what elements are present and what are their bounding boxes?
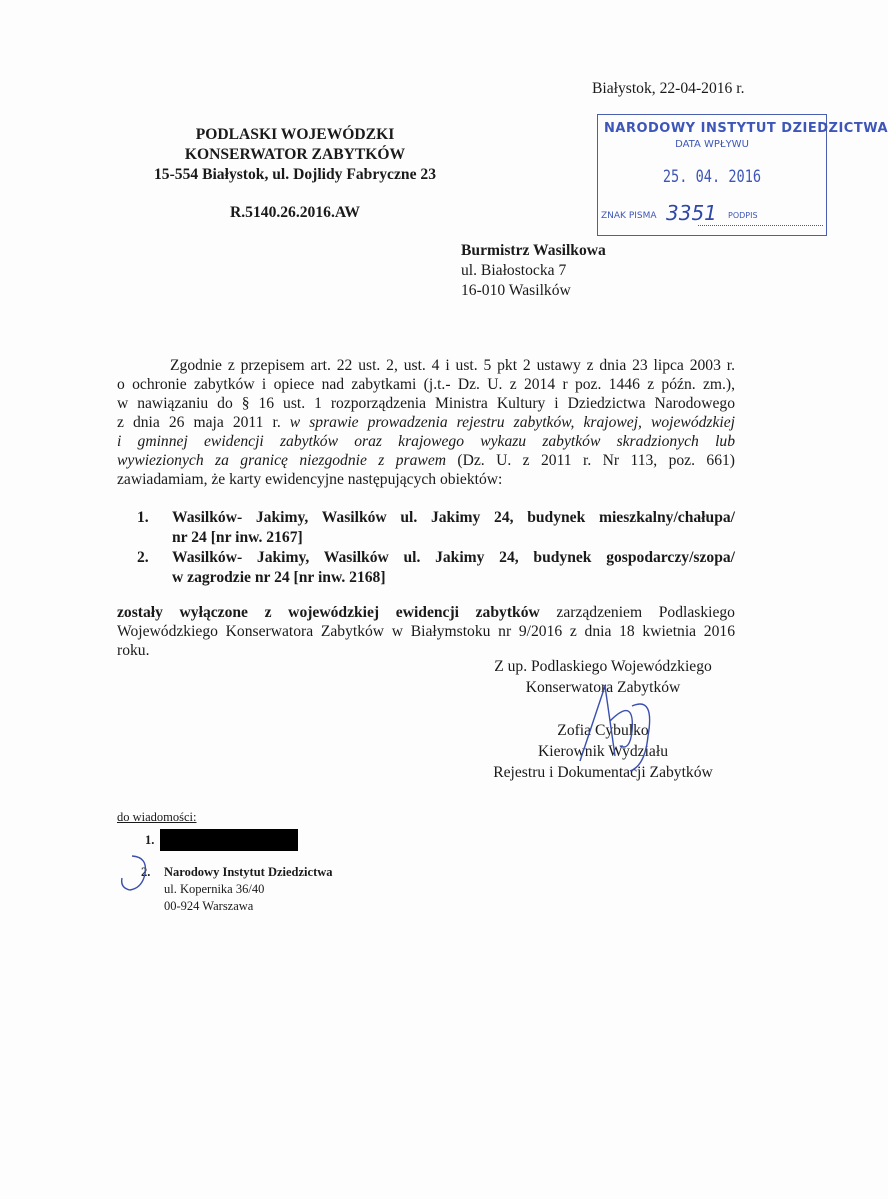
signatory-name: Zofia Cybulko	[557, 722, 649, 739]
body-text: z dnia 26 maja 2011 r.	[117, 414, 281, 431]
date-place: Białystok, 22-04-2016 r.	[592, 80, 745, 97]
regulation-title: i gminnej ewidencji zabytków oraz krajowego wykazu zabytków skradzionych lub	[117, 433, 735, 450]
signature-line: Konserwatora Zabytków	[525, 679, 681, 696]
stamp-signature-label: PODPIS	[728, 211, 758, 220]
list-item: Wasilków- Jakimy, Wasilków ul. Jakimy 24, budynek mieszkalny/chałupa/	[172, 509, 735, 526]
regulation-title: w sprawie prowadzenia rejestru zabytków, krajowej, wojewódzkiej	[289, 414, 735, 431]
signatory-title: Kierownik Wydziału	[538, 743, 668, 760]
sender-address: 15-554 Białystok, ul. Dojlidy Fabryczne 23	[154, 166, 436, 183]
body-text: (Dz. U. z 2011 r. Nr 113, poz. 661)	[457, 452, 735, 469]
stamp-institution: NARODOWY INSTYTUT DZIEDZICTWA	[604, 121, 888, 136]
signatory-title: Rejestru i Dokumentacji Zabytków	[493, 764, 713, 781]
sender-block	[140, 125, 450, 223]
recipient-street: ul. Białostocka 7	[461, 262, 567, 279]
handwritten-signature	[560, 676, 670, 776]
closing-bold: zostały wyłączone z wojewódzkiej ewidencji zabytków	[117, 604, 540, 621]
body-line	[117, 451, 735, 470]
body-line	[117, 413, 735, 432]
signature-line: Z up. Podlaskiego Wojewódzkiego	[494, 658, 712, 675]
cc-address	[164, 864, 333, 915]
cc-street: ul. Kopernika 36/40	[164, 882, 265, 896]
cc-city: 00-924 Warszawa	[164, 899, 254, 913]
closing-line: Wojewódzkiego Konserwatora Zabytków w Białymstoku nr 9/2016 z dnia 18 kwietnia 2016	[117, 623, 735, 640]
body-line: w nawiązaniu do § 16 ust. 1 rozporządzenia Ministra Kultury i Dziedzictwa Narodowego	[117, 395, 735, 412]
stamp-sign-label: ZNAK PISMA	[601, 211, 657, 221]
redaction-bar	[160, 829, 298, 851]
recipient-name: Burmistrz Wasilkowa	[461, 242, 606, 259]
sender-line2: KONSERWATOR ZABYTKÓW	[184, 146, 406, 163]
body-line: zawiadamiam, że karty ewidencyjne następujących obiektów:	[117, 471, 503, 488]
cc-name: Narodowy Instytut Dziedzictwa	[164, 865, 333, 879]
sender-line1: PODLASKI WOJEWÓDZKI	[195, 126, 395, 143]
recipient-city: 16-010 Wasilków	[461, 282, 571, 299]
stamp-sign-value: 3351	[666, 201, 717, 225]
list-item: w zagrodzie nr 24 [nr inw. 2168]	[172, 569, 386, 586]
recipient-block	[461, 241, 606, 301]
list-number: 2.	[137, 549, 149, 566]
regulation-title: wywiezionych za granicę niezgodnie z prawem	[117, 452, 446, 469]
cc-label: do wiadomości:	[117, 810, 197, 824]
stamp-date: 25. 04. 2016	[662, 167, 762, 187]
closing-line: roku.	[117, 642, 150, 659]
cc-number: 2.	[141, 865, 151, 879]
body-line: o ochronie zabytków i opiece nad zabytkami (j.t.- Dz. U. z 2014 r poz. 1446 z późn. zm.),	[117, 376, 735, 393]
received-stamp	[597, 114, 888, 236]
cc-number: 1.	[145, 833, 155, 847]
closing-text: zarządzeniem Podlaskiego	[556, 604, 735, 621]
list-number: 1.	[137, 509, 149, 526]
stamp-signature-line	[698, 225, 823, 226]
list-item: Wasilków- Jakimy, Wasilków ul. Jakimy 24, budynek gospodarczy/szopa/	[172, 549, 735, 566]
closing-line	[117, 603, 735, 622]
stamp-label: DATA WPŁYWU	[675, 139, 749, 150]
reference-number: R.5140.26.2016.AW	[230, 204, 360, 221]
list-item: nr 24 [nr inw. 2167]	[172, 529, 303, 546]
body-line: Zgodnie z przepisem art. 22 ust. 2, ust. 4 i ust. 5 pkt 2 ustawy z dnia 23 lipca 2003 r.	[170, 357, 735, 374]
handwritten-mark	[118, 852, 163, 894]
